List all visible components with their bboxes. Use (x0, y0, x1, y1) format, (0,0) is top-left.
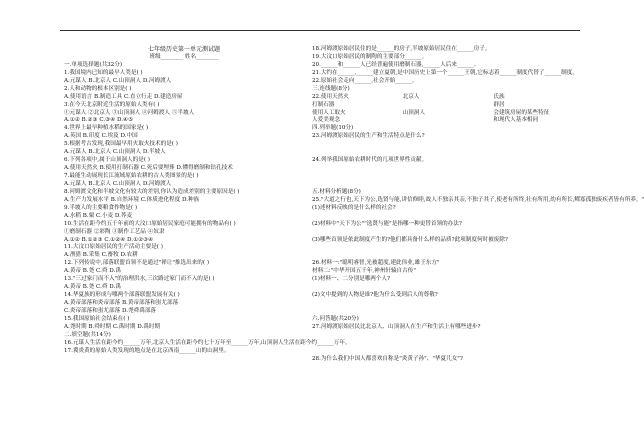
question-line: A.元谋人 B.北京人 C.山顶洞人 D.河姆渡人 (64, 180, 172, 187)
matching-row (312, 110, 584, 118)
question-line: 26.材料一:"聪明睿智,光被超度,建此伟业,雄王东方" (312, 260, 440, 267)
answer-space (312, 300, 584, 308)
question-line: 22.原始社会走向______,社会开始______。 (312, 77, 418, 84)
answer-space (312, 173, 584, 181)
answer-space (312, 332, 584, 340)
question-line: A.黄帝部落和炎帝部落 B.黄帝部落和蚩尤部落 (64, 300, 179, 306)
question-line: 23.河姆渡原始居民的生产和生活特点是什么? (312, 133, 425, 140)
question-line: 二.填空题(共14分) (64, 331, 111, 338)
answer-space (312, 141, 584, 149)
question-line: 16.元谋人生活在距今约______万年,北京人生活在距今约七十万年至______万年,山顶洞人生活在距今约______万年。 (64, 339, 351, 346)
matching-cell (403, 102, 494, 110)
question-line: 28.为什么我们中国人都喜欢自称是"炎黄子孙"、"华夏儿女"? (312, 355, 463, 362)
question-line: 一.单项选择题(共32分) (64, 61, 123, 68)
answer-space (312, 284, 584, 292)
answer-space (312, 348, 584, 356)
question-line: 27.河姆渡原始居民比北京人、山顶洞人在生产和生活上有哪些进步? (312, 323, 481, 330)
question-line: 5.根据考古发现,我国最早用火取火技术的是( ) (64, 141, 178, 148)
question-line: C.炎帝部落和蚩尤部落 D.尧舜禹部落 (64, 307, 157, 314)
matching-row (312, 94, 584, 102)
matching-cell: 22.使用天然火 (312, 93, 349, 100)
question-line: A.元谋人 B.北京人 C.山顶洞人 D.河姆渡人 (64, 77, 172, 84)
question-line: A.元谋人 B.北京人 C.山顶洞人 D.半坡人 (64, 149, 166, 156)
question-line: 四.列举题(10分) (312, 125, 354, 132)
question-line: 4.世界上最早种植水稻的国家是( ) (64, 125, 149, 132)
class-name-line: 班级________ 姓名________ (149, 53, 219, 60)
question-line: A.①② B.②③ C.③④ D.④⑤ (64, 117, 134, 124)
answer-space (312, 213, 584, 221)
question-line: 8.河姆渡文化和半坡文化有较大的差别,你认为造成差别的主要原因是( ) (64, 188, 240, 195)
question-line: A.使用天然火 B.使用打制石器 C.死后要埋葬 D.懂得磨制和钻孔技术 (64, 165, 233, 172)
question-line: A.黄帝 B.尧 C.舜 D.禹 (64, 268, 121, 275)
question-line: (1)材料一、二分别是哪两个人? (312, 276, 391, 283)
answer-space (312, 229, 584, 237)
question-line: 11.大汶口原始居民的生产活动主要是( ) (64, 244, 163, 251)
answer-space (312, 181, 584, 189)
question-line: 2.人和动物的根本区别是( ) (64, 85, 132, 92)
question-line: 24.列举我国原始农耕时代的几项世界性贡献。 (312, 157, 428, 164)
question-line: 五.材料分析题(8分) (312, 188, 361, 195)
question-line: 19.大汶口原始居民的制陶的主要部分______。 (312, 53, 428, 60)
question-line: A.渔猎 B.采集 C.畜牧 D.农耕 (64, 252, 138, 259)
question-line: 10.生活在距今约五千年前的大汶口原始居民家庭可能拥有的物品有( ) (64, 220, 236, 227)
matching-cell (403, 117, 494, 125)
question-line: 材料二:"中华开国五千年,神州轩辕自古传" (312, 268, 416, 275)
question-line: A.英国 B.印度 C.埃及 D.中国 (64, 133, 138, 140)
fill-blank-list (312, 46, 584, 94)
question-line: 3.在今天北京附近生活的原始人类有( ) (64, 101, 160, 108)
question-line: A.尧时期 B.舜时期 C.禹时期 D.禹时期 (64, 323, 161, 330)
matching-cell: 山顶洞人 (402, 109, 426, 116)
question-line: A.黄帝 B.尧 C.舜 D.禹 (64, 284, 121, 291)
question-line: 六.问答题(共20分) (312, 315, 359, 322)
question-line: 1.我国境内已知的最早人类是( ) (64, 69, 143, 76)
matching-row (312, 102, 584, 110)
question-line: 14.华夏族的形成与哪两个部落联盟发展有关( ) (64, 292, 180, 299)
matching-cell: 打制石器 (312, 101, 335, 108)
question-line: (3)哪些首领是依此制度产生的?他们都具备什么样的品质?此项制度何时被废除? (312, 236, 508, 243)
matching-cell: 会建筑房屋的某些特征 (493, 109, 550, 116)
answer-space (312, 165, 584, 173)
question-line: A.生产力发展水平 B.自然环境 C.体质进化程度 D.种族 (64, 196, 200, 203)
question-list-right (312, 125, 644, 363)
matching-cell: 人爱美观念 (312, 117, 340, 124)
header-rule (60, 30, 580, 31)
question-line: (2)材料中"天下为公""选贤与能"是指哪一种更替首领的办法? (312, 220, 462, 227)
exam-title: 七年级历史第一单元测试题 (147, 46, 220, 53)
question-line: 21.大约在______,______建立夏朝,是中国历史上第一个______王朝,它标志着______制度代替了______制度。 (312, 69, 578, 76)
matching-cell: 和现代人基本相同 (493, 117, 539, 124)
matching-cell: 氏族 (493, 93, 505, 100)
question-line: 20.______和______人已经普遍使用磨制石器,______人后来______。 (312, 61, 480, 68)
question-line: A.①② B.①②③ C.①②④ D.①②③④ (64, 236, 154, 243)
answer-space (312, 340, 584, 348)
question-line: (1)述材料反映的是什么样的社会? (312, 204, 396, 211)
question-line: 15.我国原始社会结束在( ) (64, 315, 130, 322)
question-line: 7.最能生动展现长江流域原始农耕的古人类图景的是( ) (64, 173, 199, 179)
answer-space (312, 308, 584, 316)
answer-space (312, 149, 584, 157)
question-line: 25."大道之行也,天下为公,选贤与能,讲信修睦,故人不独亲其亲,不独子其子,使老有所终,壮有所用,幼有所长,鳏寡孤独废疾者皆有所养。" (312, 196, 644, 203)
question-line: A.使用语言 B.制造工具 C.直立行走 D.建造房屋 (64, 93, 183, 100)
matching-cell: 北京人 (402, 93, 420, 100)
matching-cell: 使用人工取火 (312, 109, 346, 116)
matching-table (312, 94, 584, 126)
question-line: 18.河姆渡原始居民住的是______的房子,半坡原始居民住在______房子。 (312, 46, 491, 52)
answer-space (312, 244, 584, 252)
question-line: ①磨制石器 ②彩陶 ③制作工艺品 ④奴隶 (64, 228, 165, 235)
question-line: 12.下列传说中,部落联盟首领不是通过"禅让"推选出来的( ) (64, 260, 210, 267)
question-line: 13."三过家门而不入"的治理洪水,三次路过家门而不入的是( ) (64, 276, 215, 283)
question-line: A.水稻 B.粟 C.小麦 D.荞麦 (64, 212, 133, 219)
question-line: 三.连线题(8分) (312, 85, 350, 92)
question-line: 17.冀炎黄的原始人类发现的地点是在北京西南______山的山洞里。 (64, 347, 230, 354)
matching-cell: 群居 (493, 101, 505, 108)
question-line: (2)文中提到的人物是谁?他为什么受到后人的尊敬? (312, 292, 438, 299)
right-column (312, 46, 644, 364)
question-line: 6.下列各项中,属于山顶洞人的是( ) (64, 157, 150, 164)
question-line: ①元谋人 ②北京人 ③山顶洞人 ④河姆渡人 ⑤半坡人 (64, 109, 195, 116)
question-line: 9.半坡人的主要粮食作物是( ) (64, 204, 138, 211)
